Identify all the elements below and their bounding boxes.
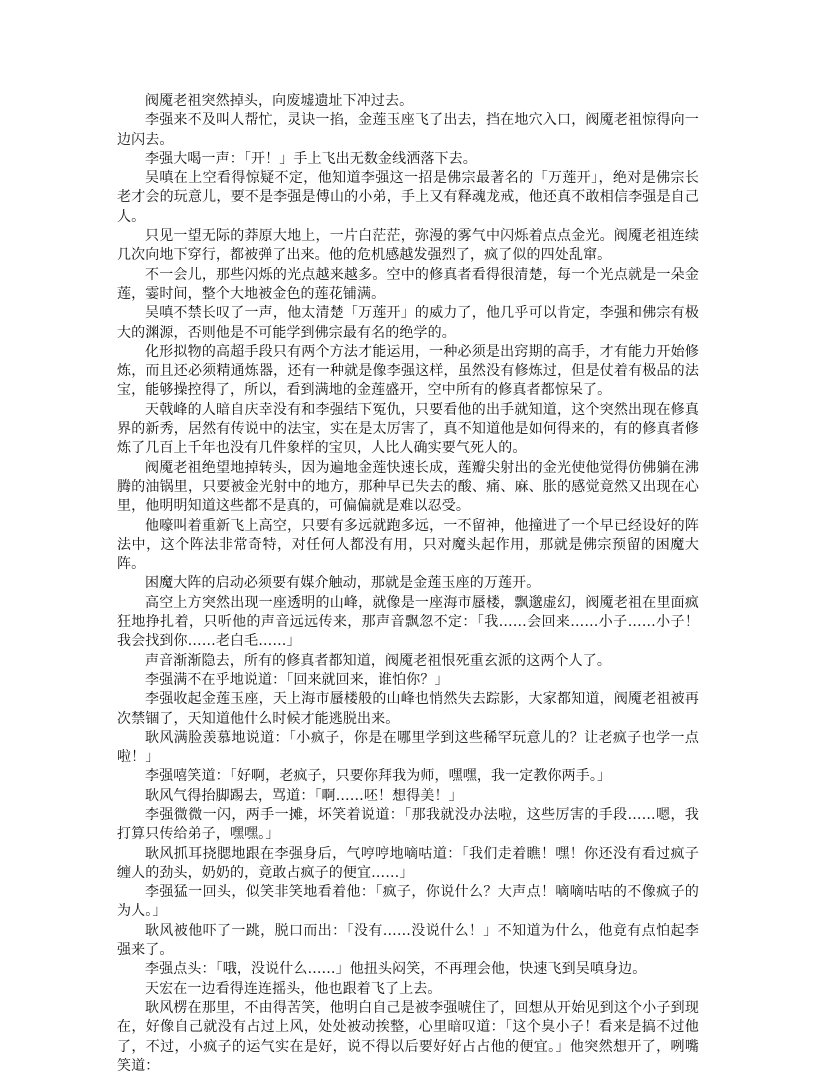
paragraph: 天宏在一边看得连连摇头，他也跟着飞了上去。: [145, 980, 442, 997]
paragraph: 李强点头：「哦，没说什么……」他扭头闷笑，不再理会他，快速飞到吴嗔身边。: [145, 961, 647, 978]
paragraph: 他嚎叫着重新飞上高空，只要有多远就跑多远，一不留神，他撞进了一个早已经设好的阵法中，这个阵法非常奇特，对任何人都没有用，只对魔头起作用，那就是佛宗预留的困魔大阵。: [117, 517, 699, 573]
paragraph: 天戟峰的人暗自庆幸没有和李强结下冤仇，只要看他的出手就知道，这个突然出现在修真界的新秀，居然有传说中的法宝，实在是太厉害了，真不知道他是如何得来的，有的修真者修炼了几百上千年也没有几件象样的宝贝，人比人确实要气死人的。: [117, 401, 699, 457]
paragraph: 李强满不在乎地说道：「回来就回来，谁怕你？」: [145, 671, 449, 688]
paragraph: 耿风气得抬脚踢去，骂道：「啊……呸！想得美！」: [145, 787, 463, 804]
paragraph: 耿风被他吓了一跳，脱口而出：「没有……没说什么！」不知道为什么，他竟有点怕起李强来了。: [117, 922, 699, 959]
paragraph: 李强嘻笑道：「好啊，老疯子，只要你拜我为师，嘿嘿，我一定教你两手。」: [145, 768, 612, 785]
novel-text-body: [117, 92, 699, 1076]
paragraph: 高空上方突然出现一座透明的山峰，就像是一座海市蜃楼，飘邈虚幻，阀魇老祖在里面疯狂地挣扎着，只听他的声音远远传来，那声音飘忽不定：「我……会回来……小子……小子！我会找到你……老白毛……」: [117, 594, 699, 650]
paragraph: 李强收起金莲玉座，天上海市蜃楼般的山峰也悄然失去踪影，大家都知道，阀魇老祖被再次禁锢了，天知道他什么时候才能逃脱出来。: [117, 691, 699, 727]
paragraph: 耿风抓耳挠腮地跟在李强身后，气哼哼地嘀咕道：「我们走着瞧！嘿！你还没有看过疯子缠人的劲头，奶奶的，竟敢占疯子的便宜……」: [117, 845, 699, 881]
paragraph: 只见一望无际的莽原大地上，一片白茫茫，弥漫的雾气中闪烁着点点金光。阀魇老祖连续几次向地下穿行，都被弹了出来。他的危机感越发强烈了，疯了似的四处乱窜。: [117, 228, 699, 264]
paragraph: 李强微微一闪，两手一摊，坏笑着说道：「那我就没办法啦，这些厉害的手段……嗯，我打算只传给弟子，嘿嘿。」: [117, 806, 699, 843]
paragraph: 不一会儿，那些闪烁的光点越来越多。空中的修真者看得很清楚，每一个光点就是一朵金莲，霎时间，整个大地被金色的莲花铺满。: [117, 266, 699, 302]
paragraph: 李强大喝一声：「开！」手上飞出无数金线洒落下去。: [145, 150, 477, 167]
paragraph: 声音渐渐隐去，所有的修真者都知道，阀魇老祖恨死重玄派的这两个人了。: [145, 652, 611, 669]
paragraph: 吴嗔不禁长叹了一声，他太清楚「万莲开」的威力了，他几乎可以肯定，李强和佛宗有极大的渊源，否则他是不可能学到佛宗最有名的绝学的。: [117, 305, 699, 341]
paragraph: 困魔大阵的启动必须要有媒介触动，那就是金莲玉座的万莲开。: [145, 575, 541, 592]
paragraph: 耿风楞在那里，不由得苦笑，他明白自己是被李强唬住了，回想从开始见到这个小子到现在，好像自己就没有占过上风，处处被动挨整，心里暗叹道：「这个臭小子！看来是搞不过他了，不过，小疯子的运气实在是好，说不得以后要好好占占他的便宜。」他突然想开了，咧嘴笑道：: [117, 999, 699, 1074]
paragraph: 吴嗔在上空看得惊疑不定，他知道李强这一招是佛宗最著名的「万莲开」，绝对是佛宗长老才会的玩意儿，要不是李强是傅山的小弟，手上又有释魂龙戒，他还真不敢相信李强是自己人。: [117, 170, 699, 225]
paragraph: 耿风满脸羡慕地说道：「小疯子，你是在哪里学到这些稀罕玩意儿的？让老疯子也学一点啦！」: [117, 729, 699, 766]
paragraph: 阀魇老祖突然掉头，向废墟遗址下冲过去。: [145, 93, 414, 109]
paragraph: 化形拟物的高超手段只有两个方法才能运用，一种必须是出窍期的高手，才有能力开始修炼，而且还必须精通炼器，还有一种就是像李强这样，虽然没有修炼过，但是仗着有极品的法宝，能够操控得了，所以，看到满地的金莲盛开，空中所有的修真者都惊呆了。: [117, 343, 699, 399]
paragraph: 李强来不及叫人帮忙，灵诀一掐，金莲玉座飞了出去，挡在地穴入口，阀魇老祖惊得向一边闪去。: [117, 112, 699, 148]
paragraph: 李强猛一回头，似笑非笑地看着他：「疯子，你说什么？大声点！嘀嘀咕咕的不像疯子的为人。」: [117, 884, 699, 920]
paragraph: 阀魇老祖绝望地掉转头，因为遍地金莲快速长成，莲瓣尖射出的金光使他觉得仿佛躺在沸腾的油锅里，只要被金光射中的地方，那种早已失去的酸、痛、麻、胀的感觉竟然又出现在心里，他明明知道这些都不是真的，可偏偏就是难以忍受。: [117, 459, 699, 515]
